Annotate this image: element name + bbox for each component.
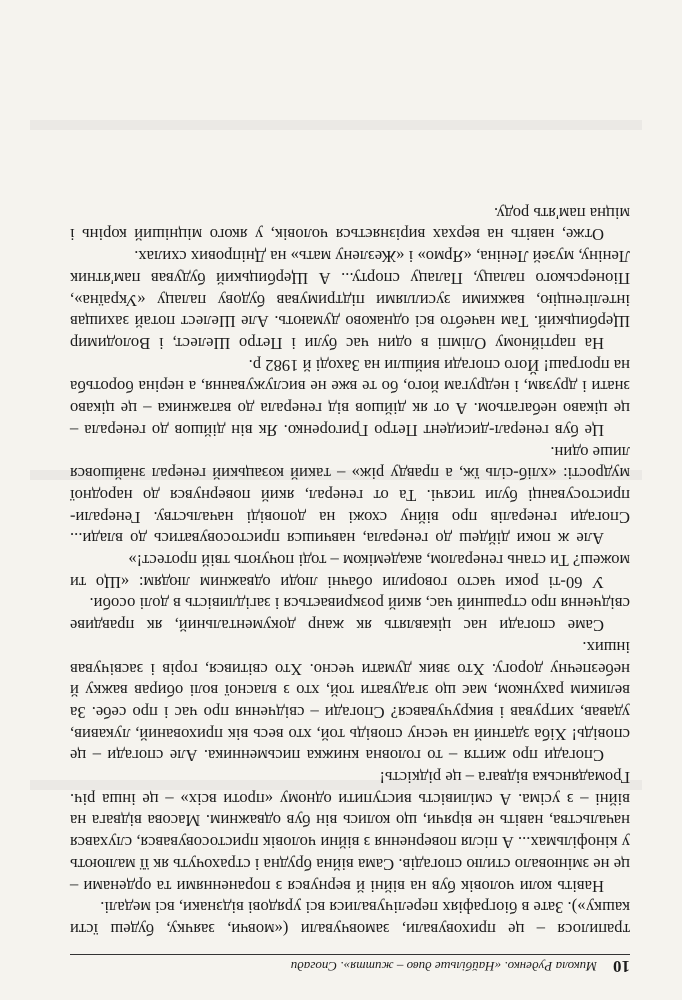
running-header	[70, 954, 630, 982]
paragraph: Це був генерал-дисидент Петро Григоренко. Як він дійшов до генерала – це цікаво небагатьом. А от як дійшов від генерала до ватажника – це цікаво знати і друзям, і недругам його, бо те вже не вислужування, а неріна боротьба на програш! Його спогади вийшли на Заході й 1982 р.	[70, 355, 630, 440]
paragraph: У 60-ті роки часто говорили обачні люди одважним людям: «Що ти можеш? Ти стань генералом, академіком – тоді почують твій протест!»	[70, 551, 630, 592]
paragraph: На партійному Олімпі в один час були і Петро Шелест, і Володимир Щербицький. Там начебто всі однаково думають. Але Шелест потай захищав інтелігенцію, важкими зусиллями підтримував будову палацу «Україна», Піонерського палацу, Палацу спорту... А Щербицький будував пам'ятник Леніну, музей Леніна, «Ярмо» і «Жезлену мать» на Дніпрових схилах.	[70, 247, 630, 354]
paragraph: Спогади про життя – то головна книжка письменника. Але спогади – це сповідь! Хіба здатний на чесну сповідь той, хто весь вік прихований, лукавив, удавав, хитрував і викручувався? Спогади – свідчення про час і про себе. За великим рахунком, має що згадувати той, хто з власної волі обирав важку й небезпечну дорогу. Хто звик думати чесно. Хто світився, горів і засвічував інших.	[70, 637, 630, 766]
paragraph: Але ж поки дійдеш до генерала, навчишся пристосовуватись до влади... Спогади генералів про війну схожі на доповіді начальству. Генерали-пристосуванці були тисячі. Та от генерал, який повернувся до народної мудрості: «хліб-сіль їж, а правду ріж» – такий козацький генерал знайшовся лише один.	[70, 442, 630, 549]
page-number: 10	[613, 957, 630, 976]
paragraph: трапилося – це приховували, замовчували («мовчи, заячку, будеш їсти кашку»). Зате в біографіях перелічувалися всі урядові відзнаки, всі медалі.	[70, 898, 630, 939]
body-text	[70, 202, 630, 940]
paragraph: Отже, навіть на верхах вирізняється чоловік, у якого міцніший корінь і міцна пам'ять роду.	[70, 203, 630, 245]
paragraph: Навіть коли чоловік був на війні й вернувся з пораненнями та орденами – це не змінювало стилю спогадів. Сама війна брудна і страхочуть як її малюють у кінофільмах... А після повернення з війни чоловік пристосовувався, слухався начальства, навіть не вірячи, що колись він був одважним. Масова відвага на війні – з усіма. А сміливість виступити одному «проти всіх» – це інша річ. Громадянська відвага – це рідкість!	[70, 768, 630, 896]
paragraph: Саме спогади нас цікавлять як жанр документальний, як правдиве свідчення про страшний час, який розкривається і загідливість в долі особи.	[70, 594, 630, 636]
running-title: Микола Руденко. «Найбільше диво – життя». Спогади	[290, 959, 597, 974]
